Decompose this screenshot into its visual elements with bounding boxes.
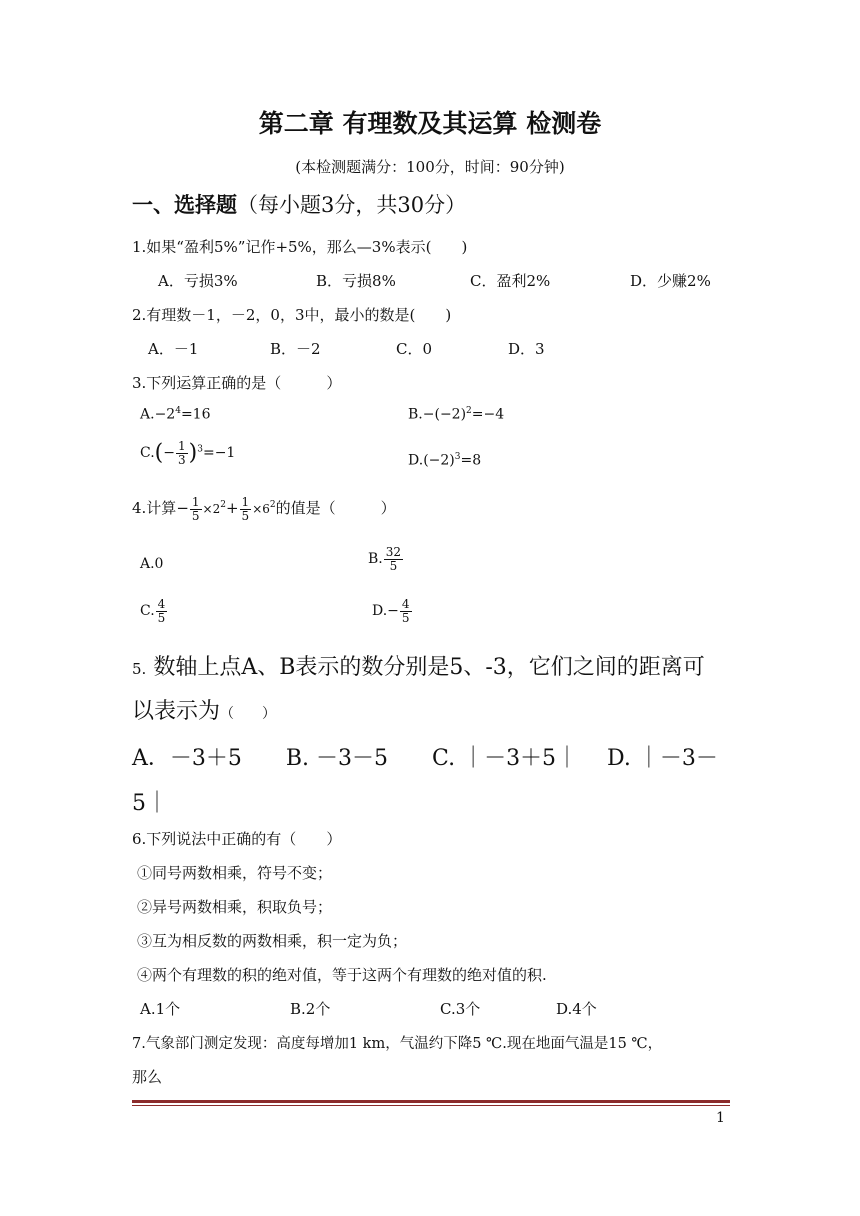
q7-line-1: 7.气象部门测定发现：高度每增加1 km，气温约下降5 ℃.现在地面气温是15 ℃， bbox=[132, 1036, 663, 1052]
q3-option-b: $B.-(-2)^2=-4$ bbox=[408, 406, 505, 423]
q4-b-fraction: $\frac{32}{5}$ bbox=[385, 545, 402, 573]
document-subtitle: (本检测题满分：100分，时间：90分钟) bbox=[295, 158, 565, 176]
q1-option-a: A．亏损3% bbox=[158, 272, 238, 290]
q5-line-1: 5. 数轴上点A、B表示的数分别是5、-3，它们之间的距离可 bbox=[132, 655, 705, 680]
q6-statement-1: ①同号两数相乘，符号不变； bbox=[137, 864, 333, 882]
q6-stem: 6.下列说法中正确的有（ ） bbox=[132, 830, 342, 848]
q7-line-2: 那么 bbox=[132, 1068, 163, 1086]
section-heading bbox=[132, 189, 466, 219]
q2-stem: 2.有理数－1，－2，0，3中，最小的数是( ) bbox=[132, 306, 452, 324]
q1-stem: 1.如果“盈利5%”记作+5%，那么—3%表示( ) bbox=[132, 238, 468, 256]
q4-d-fraction: $\frac{4}{5}$ bbox=[401, 597, 410, 625]
q6-statement-4: ④两个有理数的积的绝对值，等于这两个有理数的绝对值的积. bbox=[137, 966, 547, 984]
q6-statement-3: ③互为相反数的两数相乘，积一定为负； bbox=[137, 932, 408, 950]
footer-rule-thick bbox=[132, 1100, 730, 1103]
q5-options-line: A．－3＋5 B. －3－5 C. ｜－3＋5｜ D. ｜－3－ bbox=[132, 746, 718, 771]
q4-stem: 4.计算− $\frac{1}{5}$ $\times 2^2+$ $\frac{1}{5}$ $\times 6^2$的值是（ ） bbox=[132, 495, 396, 523]
q6-option-b: B.2个 bbox=[290, 1000, 331, 1018]
q3-option-c: C.(− $\frac{1}{3}$ )$^3$=−1 bbox=[140, 439, 236, 467]
q2-option-b: B．－2 bbox=[270, 340, 321, 358]
q1-option-d: D．少赚2% bbox=[630, 272, 711, 290]
q3-c-fraction: $\frac{1}{3}$ bbox=[178, 439, 186, 467]
document-title: 第二章 有理数及其运算 检测卷 bbox=[258, 109, 602, 138]
q6-option-c: C.3个 bbox=[440, 1000, 481, 1018]
q6-statement-2: ②异号两数相乘，积取负号； bbox=[137, 898, 333, 916]
q5-options-wrap: 5｜ bbox=[132, 791, 168, 816]
q4-option-a: A.0 bbox=[140, 556, 164, 572]
section-note: （每小题3分，共30分） bbox=[237, 193, 467, 217]
q5-line-2: 以表示为（ ） bbox=[132, 699, 277, 724]
q1-option-b: B．亏损8% bbox=[316, 272, 396, 290]
q6-option-a: A.1个 bbox=[140, 1000, 181, 1018]
q3-option-d: $D.(-2)^3=8$ bbox=[408, 452, 482, 469]
q2-option-a: A．－1 bbox=[148, 340, 199, 358]
q3-option-a: $A.-2^4=16$ bbox=[140, 406, 211, 423]
q4-option-d: D.− $\frac{4}{5}$ bbox=[372, 597, 410, 625]
section-title: 一、选择题 bbox=[132, 192, 237, 217]
q4-fraction-2: $\frac{1}{5}$ bbox=[241, 495, 250, 523]
q2-option-c: C．0 bbox=[396, 340, 433, 358]
page-number: 1 bbox=[716, 1110, 725, 1126]
q4-fraction-1: $\frac{1}{5}$ bbox=[191, 495, 200, 523]
q6-option-d: D.4个 bbox=[556, 1000, 597, 1018]
footer-rule-thin bbox=[132, 1105, 730, 1106]
q4-c-fraction: $\frac{4}{5}$ bbox=[157, 597, 166, 625]
q4-option-b: B. $\frac{32}{5}$ bbox=[368, 545, 402, 573]
q3-stem: 3.下列运算正确的是（ ） bbox=[132, 374, 342, 392]
q2-option-d: D．3 bbox=[508, 340, 545, 358]
q1-option-c: C．盈利2% bbox=[470, 272, 551, 290]
q4-option-c: C. $\frac{4}{5}$ bbox=[140, 597, 166, 625]
